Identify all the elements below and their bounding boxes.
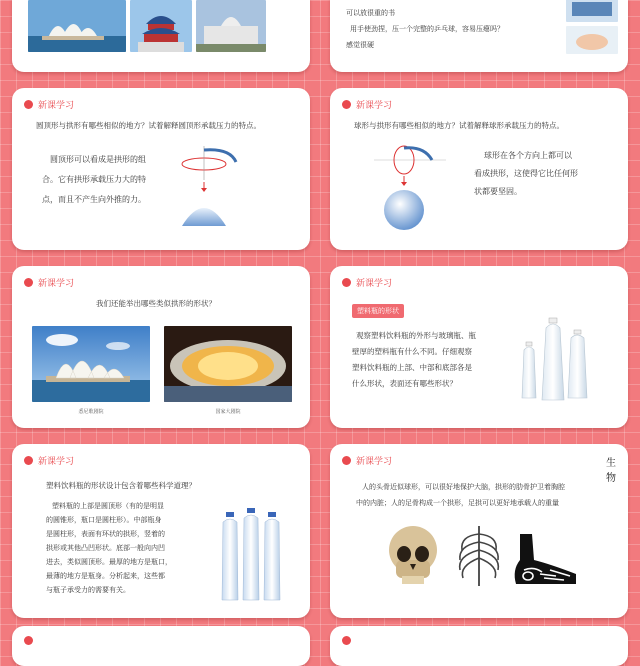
slide-8 xyxy=(330,444,628,618)
section-header xyxy=(342,276,392,289)
body-line-1: 球形在各个方向上都可以 xyxy=(484,151,572,160)
body-line-2: 的圆锥形，瓶口是圆柱形）。中部瓶身 xyxy=(46,516,162,524)
ribcage-image xyxy=(454,524,504,588)
body-line-1: 观察塑料饮料瓶的外形与玻璃瓶、瓶 xyxy=(356,331,476,340)
body-line-6: 最薄的地方是瓶身。分析起来，这些都 xyxy=(46,572,165,580)
skull-image xyxy=(386,524,440,588)
national-grand-theater-photo xyxy=(164,326,292,402)
body-line-7: 与瓶子承受力的需要有关。 xyxy=(46,586,130,594)
section-label: 新课学习 xyxy=(356,457,393,467)
body-line-1: 圆顶形可以看成是拱形的组 xyxy=(50,155,146,164)
question-text: 球形与拱形有哪些相似的地方？试着解释球形承载压力的特点。 xyxy=(354,121,564,130)
section-header xyxy=(342,636,351,645)
foot-bone-image xyxy=(510,530,580,586)
sphere-diagram xyxy=(374,144,446,234)
slide2-line-2: 用手使劲捏，压一个完整的乒乓球，容易压瘪吗？ xyxy=(350,25,504,33)
body-line-3: 是圆柱形，表面有环状的拱形，竖着的 xyxy=(46,530,165,538)
slide2-line-3: 感觉很硬 xyxy=(346,41,374,49)
slide-6 xyxy=(330,266,628,428)
slide-1 xyxy=(12,0,310,72)
slide-5 xyxy=(12,266,310,428)
body-line-3: 状都要坚固。 xyxy=(474,187,522,196)
section-header xyxy=(342,454,392,467)
hand-photo xyxy=(566,26,618,54)
topic-badge: 塑料瓶的形状 xyxy=(352,304,404,318)
question-text: 圆顶形与拱形有哪些相似的地方？试着解释圆顶形承载压力的特点。 xyxy=(36,121,261,130)
body-line-3: 塑料饮料瓶的上部、中部和底部各是 xyxy=(352,363,472,372)
header-dot-icon xyxy=(24,100,33,109)
question-text: 塑料饮料瓶的形状设计包含着哪些科学道理？ xyxy=(46,481,196,490)
body-line-3: 点，而且不产生向外推的力。 xyxy=(42,195,146,204)
slide-7 xyxy=(12,444,310,618)
body-line-4: 什么形状，表面还有哪些形状？ xyxy=(352,379,457,388)
header-dot-icon xyxy=(342,278,351,287)
plastic-bottles-image xyxy=(516,314,596,404)
sydney-opera-house-photo xyxy=(32,326,150,402)
slide-9 xyxy=(12,626,310,666)
sydney-opera-photo xyxy=(28,0,126,52)
question-text: 我们还能举出哪些类似拱形的形状？ xyxy=(96,299,216,308)
section-label: 新课学习 xyxy=(356,279,393,289)
caption-national-theater: 国家大剧院 xyxy=(215,409,241,415)
section-header xyxy=(24,454,74,467)
slide-4 xyxy=(330,88,628,250)
header-dot-icon xyxy=(342,456,351,465)
body-line-2: 合。它有拱形承载压力大的特 xyxy=(42,175,146,184)
header-dot-icon xyxy=(24,278,33,287)
slide-2 xyxy=(330,0,628,72)
body-line-2: 中的内脏；人的足骨构成一个拱形，足拱可以更好地承载人的重量 xyxy=(356,499,559,507)
slide2-line-1: 可以放很重的书 xyxy=(346,9,395,17)
body-line-1: 塑料瓶的上部是圆顶形（有的是明显 xyxy=(52,502,164,510)
temple-of-heaven-photo xyxy=(130,0,192,52)
header-dot-icon xyxy=(342,100,351,109)
section-label: 新课学习 xyxy=(356,101,393,111)
section-label: 新课学习 xyxy=(38,457,75,467)
section-label: 新课学习 xyxy=(38,279,75,289)
header-dot-icon xyxy=(24,456,33,465)
header-dot-icon xyxy=(342,636,351,645)
header-dot-icon xyxy=(24,636,33,645)
caption-sydney: 悉尼歌剧院 xyxy=(78,409,104,415)
body-line-1: 人的头骨近似球形，可以很好地保护大脑，拱形的肋骨护卫着胸腔 xyxy=(362,483,565,491)
body-line-4: 拱形或其他凸凹形状。底部一般向内凹 xyxy=(46,544,165,552)
body-line-2: 看成拱形，这使得它比任何形 xyxy=(474,169,578,178)
section-label: 新课学习 xyxy=(38,101,75,111)
slide-3 xyxy=(12,88,310,250)
body-line-5: 进去，类似圆顶形。最厚的地方是瓶口， xyxy=(46,558,172,566)
slide-10 xyxy=(330,626,628,666)
section-header xyxy=(24,636,33,645)
keyboard-photo xyxy=(566,0,618,22)
section-header xyxy=(24,98,74,111)
corner-text: 生物 xyxy=(606,458,618,484)
section-header xyxy=(342,98,392,111)
water-bottles-image xyxy=(216,508,286,604)
dome-diagram xyxy=(178,144,248,232)
body-line-2: 壁厚的塑料瓶有什么不同。仔细观察 xyxy=(352,347,472,356)
capitol-photo xyxy=(196,0,266,52)
section-header xyxy=(24,276,74,289)
